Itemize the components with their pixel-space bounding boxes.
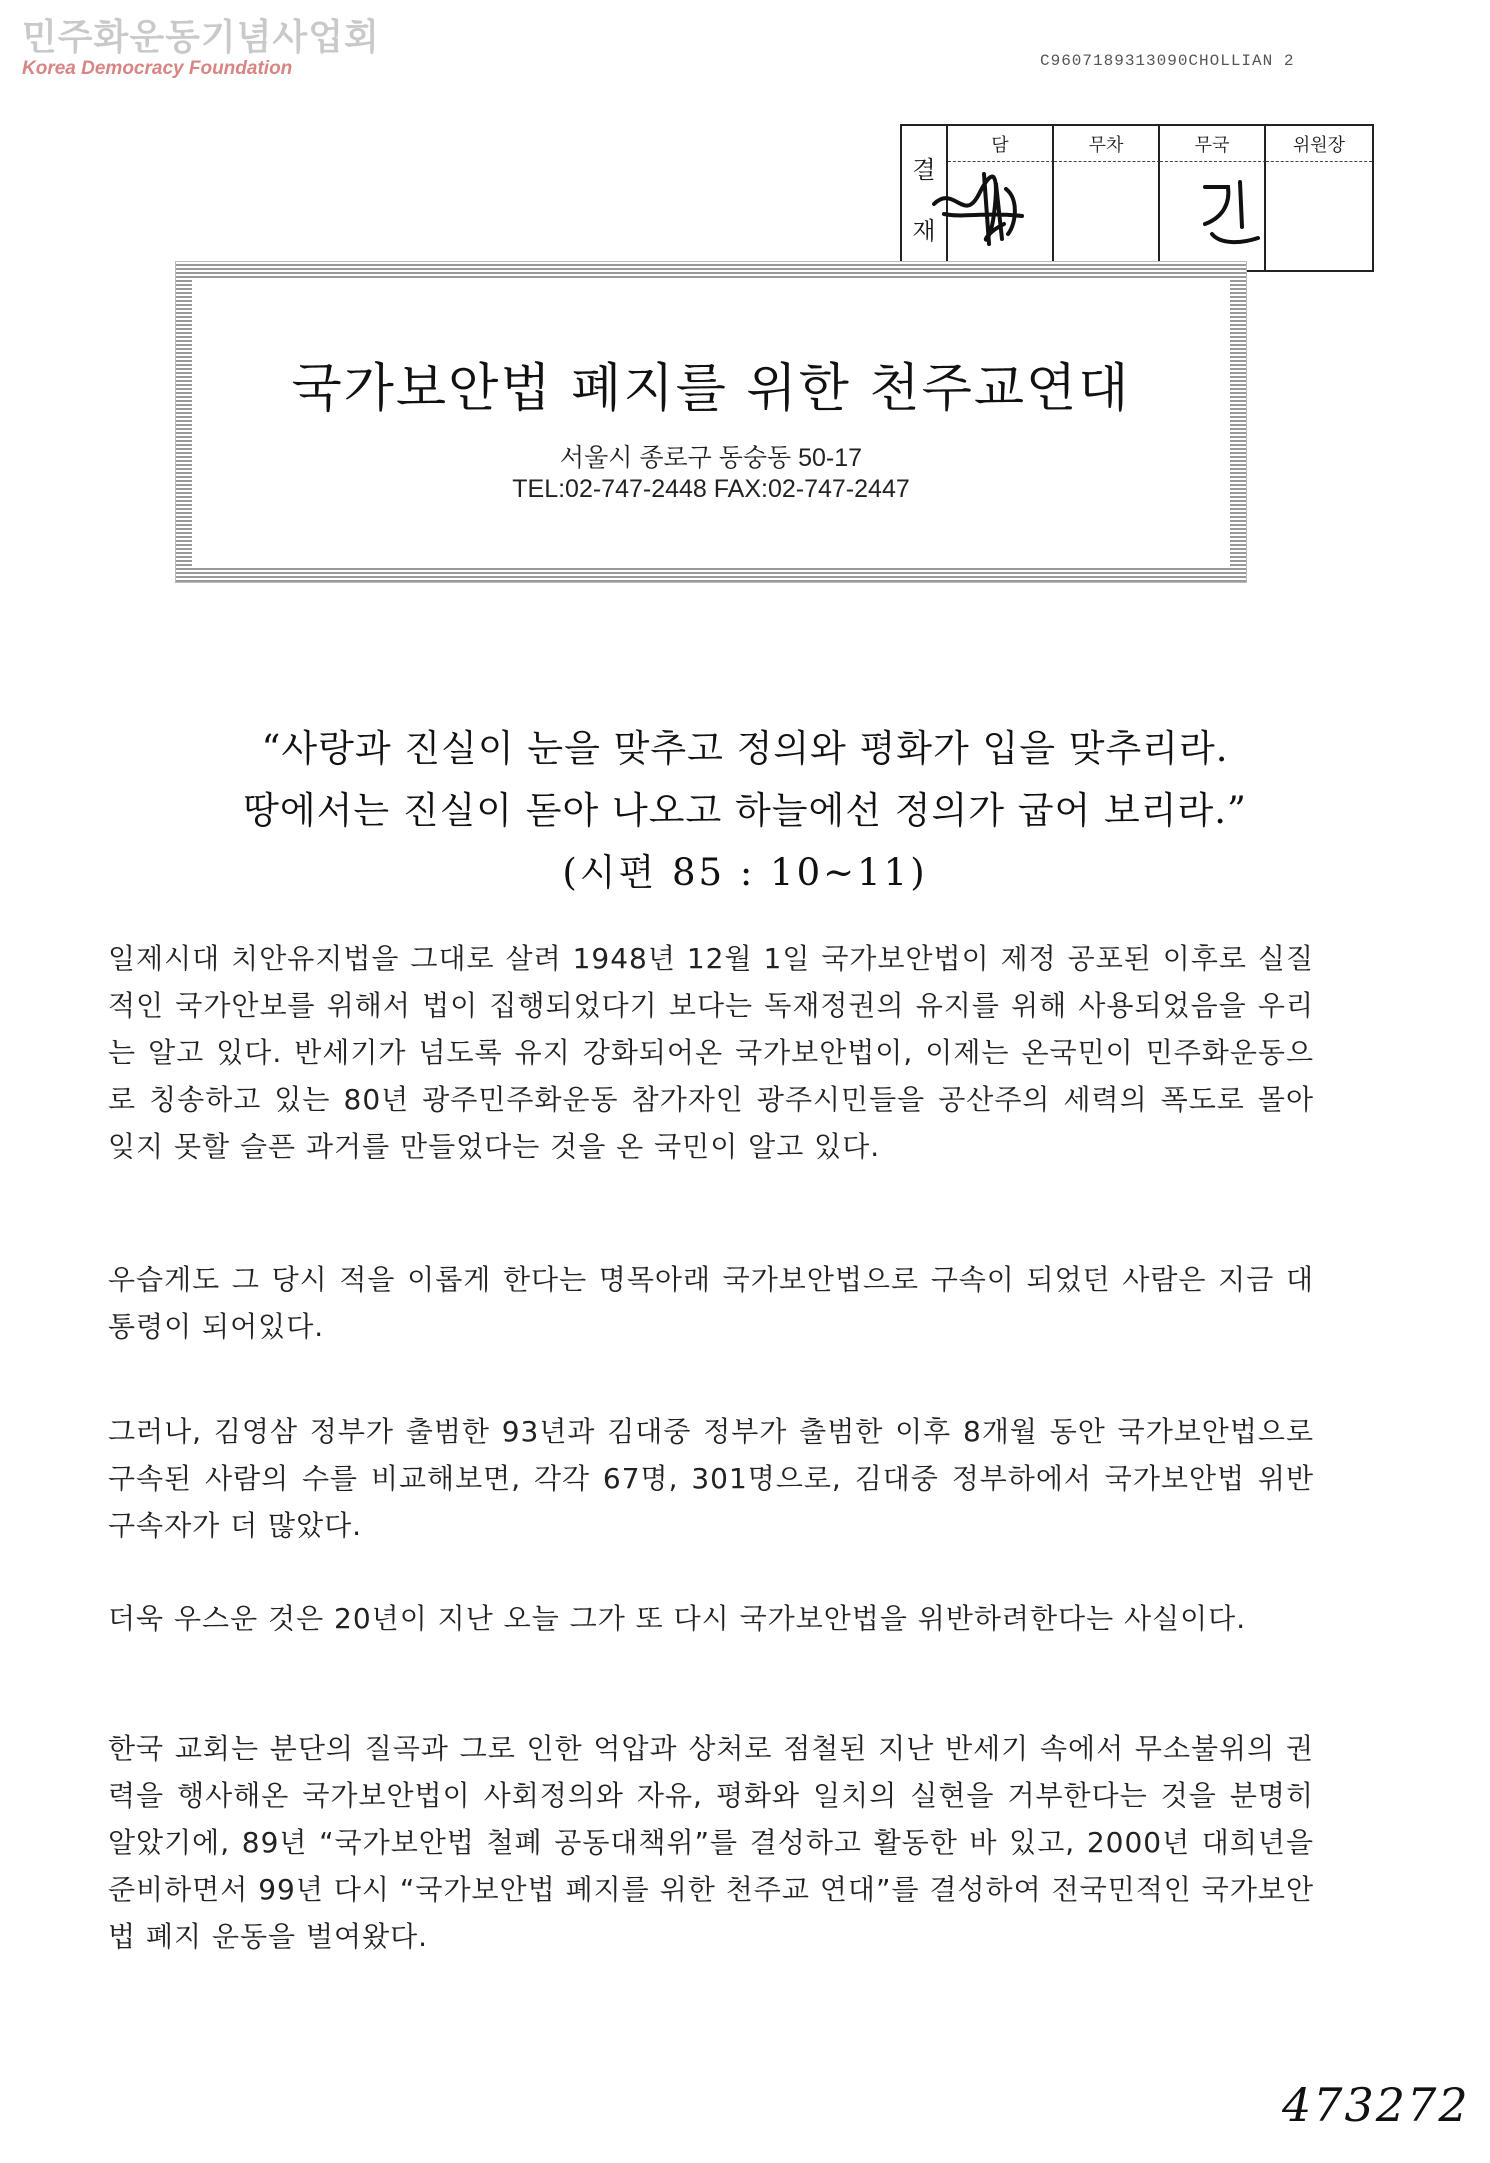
signature-initial (1190, 172, 1270, 252)
body-paragraph-1: 일제시대 치안유지법을 그대로 살려 1948년 12월 1일 국가보안법이 제정 공포된 이후로 실질적인 국가안보를 위해서 법이 집행되었다기 보다는 독재정권의 유지를 위해 사용되었음을 우리는 알고 있다. 반세기가 넘도록 유지 강화되어온 국가보안법이, 이제는 온국민이 민주화운동으로 칭송하고 있는 80년 광주민주화운동 참가자인 광주시민들을 공산주의 세력의 폭도로 몰아 잊지 못할 슬픈 과거를 만들었다는 것을 온 국민이 알고 있다. (108, 942, 1314, 1163)
body-paragraph-5: 한국 교회는 분단의 질곡과 그로 인한 억압과 상처로 점철된 지난 반세기 속에서 무소불위의 권력을 행사해온 국가보안법이 사회정의와 자유, 평화와 일치의 실현을 거부한다는 것을 분명히 알았기에, 89년 “국가보안법 철폐 공동대책위”를 결성하고 활동한 바 있고, 2000년 대희년을 준비하면서 99년 다시 “국가보안법 폐지를 위한 천주교 연대”를 결성하여 전국민적인 국가보안법 폐지 운동을 벌여왔다. (108, 1732, 1314, 1953)
body-paragraph-4: 더욱 우스운 것은 20년이 지난 오늘 그가 또 다시 국가보안법을 위반하려한다는 사실이다. (108, 1602, 1247, 1635)
watermark-title: 민주화운동기념사업회 (22, 17, 380, 58)
approval-cell-1 (948, 162, 1054, 270)
org-name: 국가보안법 폐지를 위한 천주교연대 (291, 359, 1131, 419)
approval-cell-3 (1160, 162, 1266, 270)
org-contact: TEL:02-747-2448 FAX:02-747-2447 (512, 475, 910, 503)
org-address: 서울시 종로구 동숭동 50-17 (559, 444, 863, 472)
approval-cell-2 (1054, 162, 1160, 270)
watermark (22, 18, 380, 80)
letterhead (176, 262, 1246, 582)
approval-label-bottom: 재 (912, 217, 936, 245)
approval-col-4: 위원장 (1266, 126, 1372, 162)
scripture-quote (0, 718, 1490, 904)
body-paragraph-3: 그러나, 김영삼 정부가 출범한 93년과 김대중 정부가 출범한 이후 8개월 동안 국가보안법으로 구속된 사람의 수를 비교해보면, 각각 67명, 301명으로, 김대중 정부하에서 국가보안법 위반 구속자가 더 많았다. (108, 1415, 1314, 1542)
watermark-subtitle: Korea Democracy Foundation (22, 58, 293, 79)
approval-box (900, 124, 1374, 272)
approval-col-3: 무국 (1160, 126, 1266, 162)
handwritten-number: 473272 (1282, 2078, 1470, 2132)
body-paragraph-2: 우습게도 그 당시 적을 이롭게 한다는 명목아래 국가보안법으로 구속이 되었던 사람은 지금 대통령이 되어있다. (108, 1263, 1314, 1343)
approval-label-top: 결 (912, 156, 936, 184)
approval-col-1: 담 (948, 126, 1054, 162)
quote-reference: (시편 85 : 10~11) (562, 851, 928, 894)
fax-header: C9607189313090CHOLLIAN 2 (1040, 52, 1295, 70)
quote-line-1: “사랑과 진실이 눈을 맞추고 정의와 평화가 입을 맞추리라. (261, 727, 1229, 770)
approval-cell-4 (1266, 162, 1372, 270)
quote-line-2: 땅에서는 진실이 돋아 나오고 하늘에선 정의가 굽어 보리라.” (243, 789, 1247, 832)
approval-col-2: 무차 (1054, 126, 1160, 162)
signature-scribble (924, 154, 1034, 254)
